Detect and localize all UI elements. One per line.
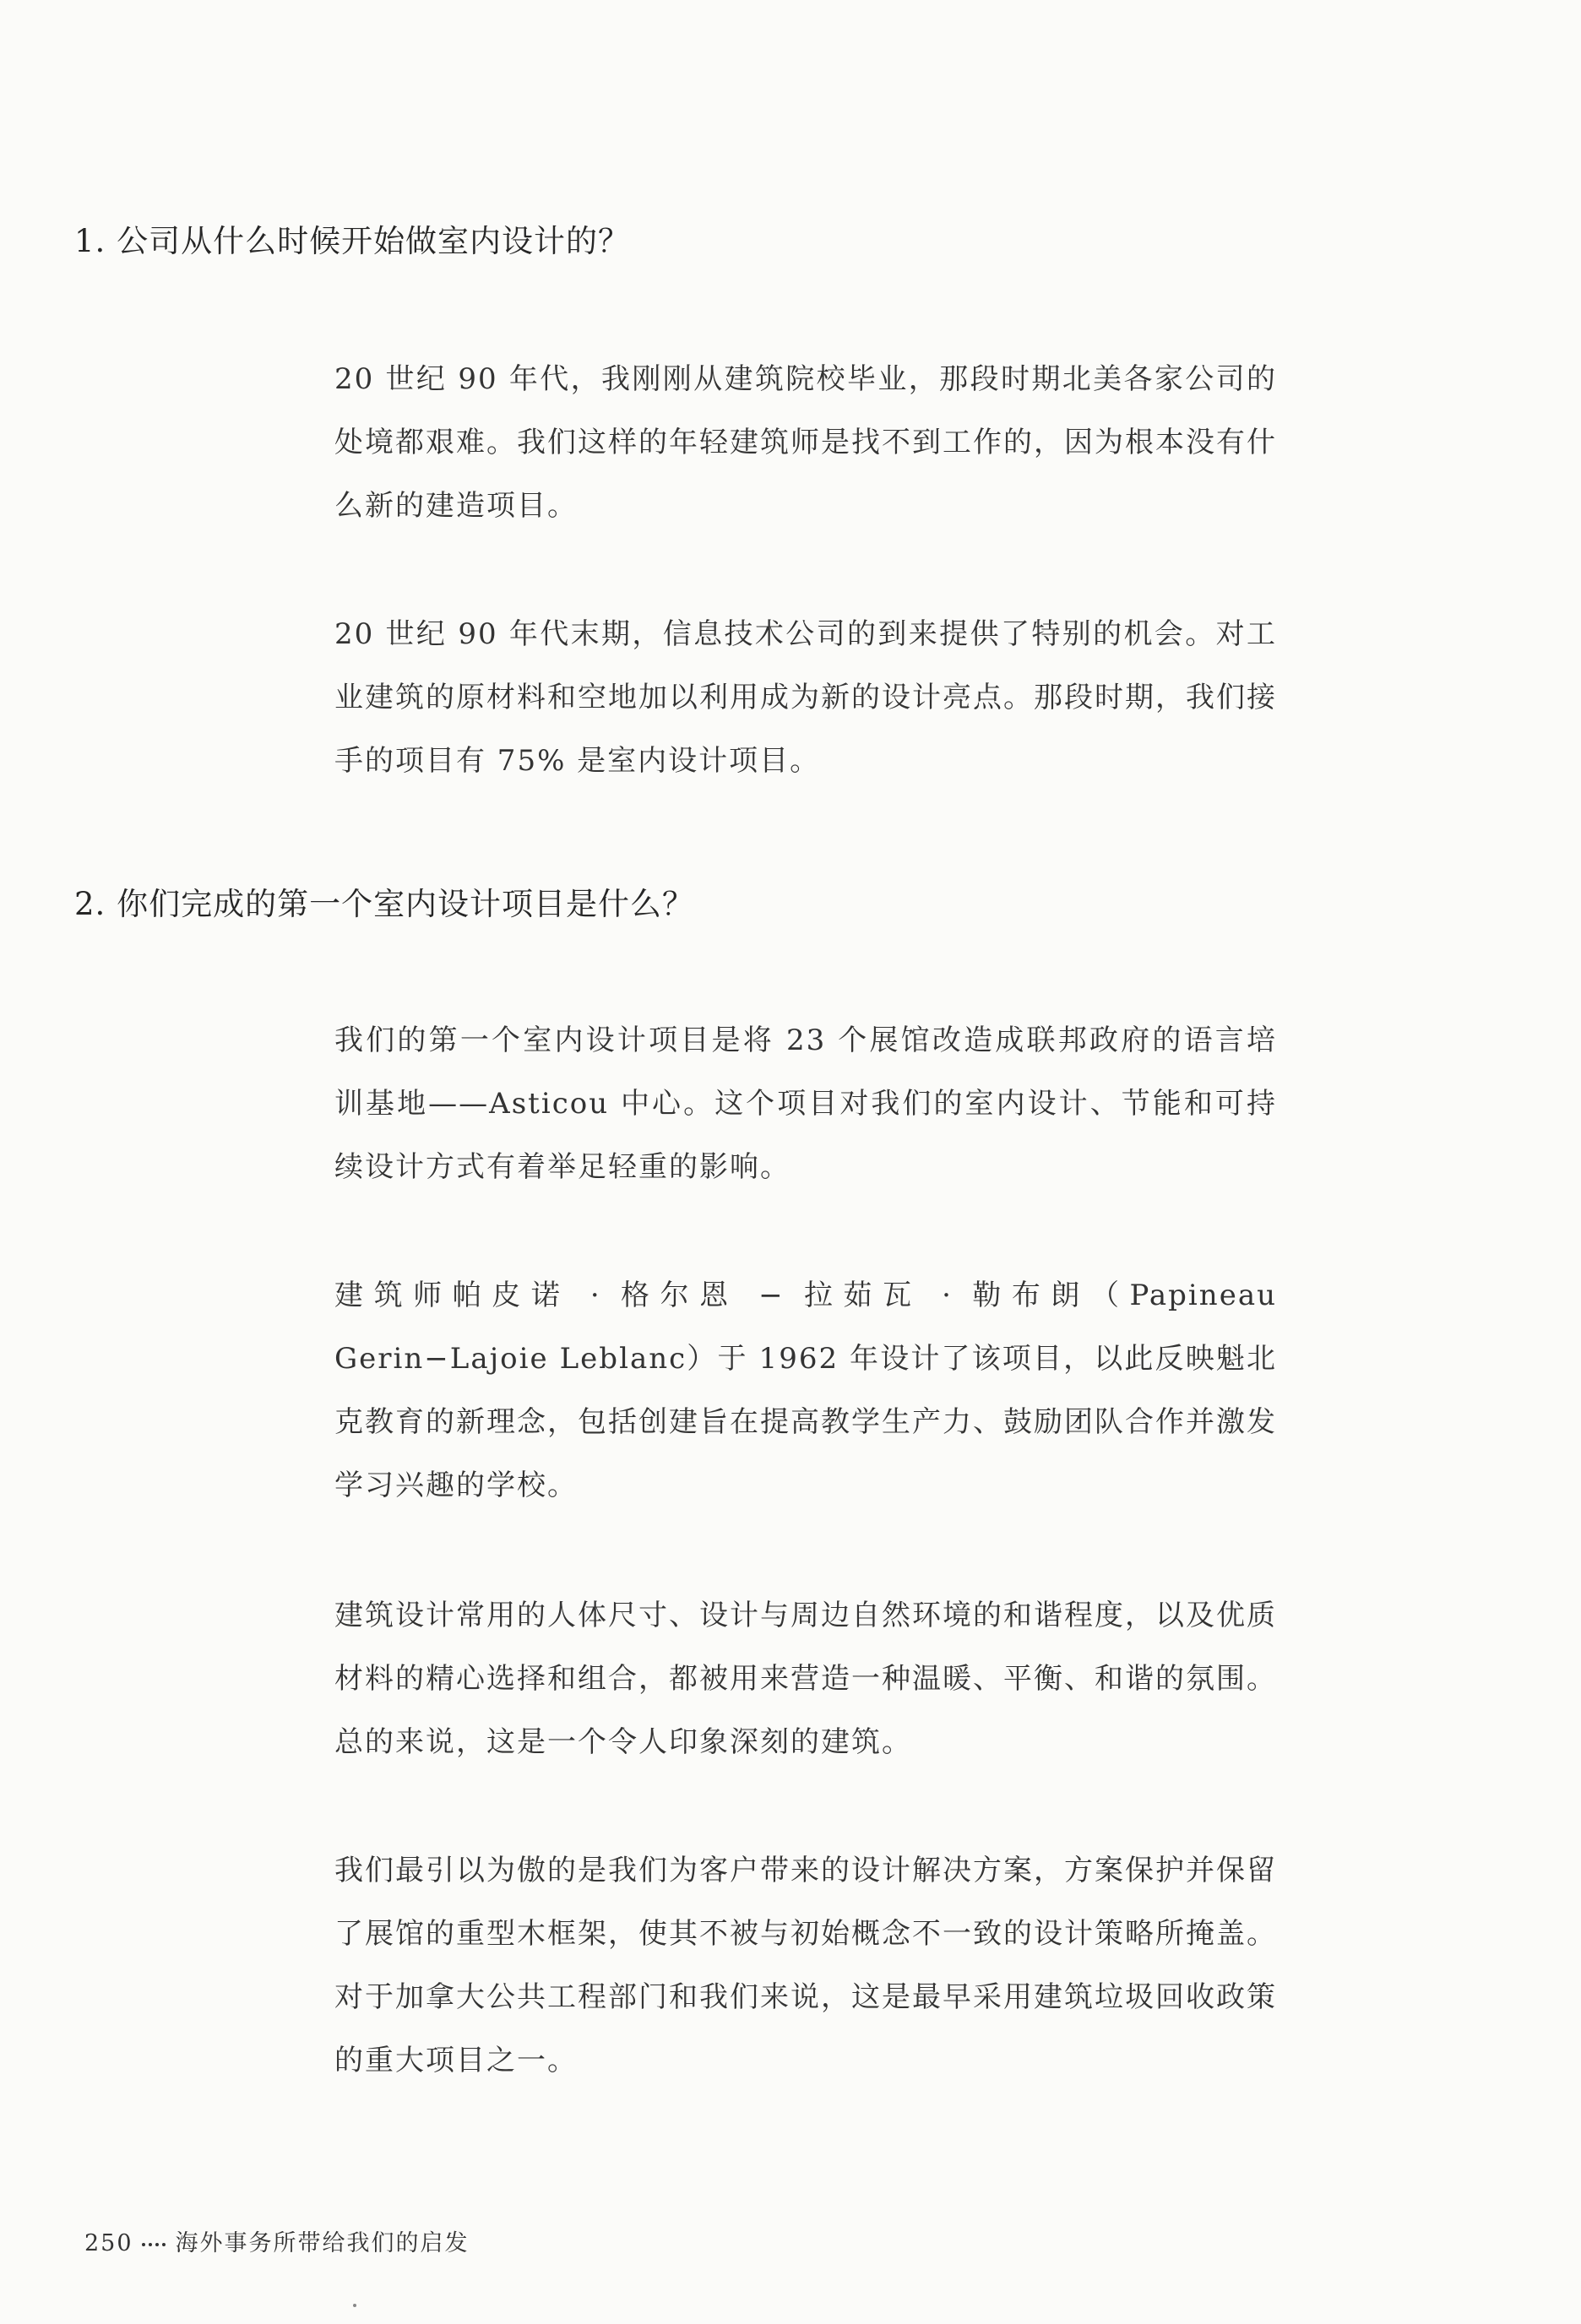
page-number: 250 [84, 2230, 133, 2256]
answer-paragraph: 20 世纪 90 年代末期，信息技术公司的到来提供了特别的机会。对工业建筑的原材料和空地加以利用成为新的设计亮点。那段时期，我们接手的项目有 75% 是室内设计项目。 [334, 617, 1277, 778]
page-footer [84, 2224, 470, 2257]
footer-separator [142, 2243, 166, 2246]
print-speck [353, 2304, 356, 2307]
question-heading-1: 1. 公司从什么时候开始做室内设计的？ [74, 223, 631, 259]
question-heading-2: 2. 你们完成的第一个室内设计项目是什么？ [74, 886, 695, 922]
answer-paragraph: 建筑师帕皮诺 · 格尔恩 − 拉茹瓦 · 勒布朗（Papineau Gerin−Lajoie Leblanc）于 1962 年设计了该项目，以此反映魁北克教育的新理念，包括创建旨在提高教学生产力、鼓励团队合作并激发学习兴趣的学校。 [334, 1279, 1277, 1502]
answer-paragraph: 建筑设计常用的人体尺寸、设计与周边自然环境的和谐程度，以及优质材料的精心选择和组合，都被用来营造一种温暖、平衡、和谐的氛围。总的来说，这是一个令人印象深刻的建筑。 [334, 1599, 1277, 1759]
answer-paragraph: 我们最引以为傲的是我们为客户带来的设计解决方案，方案保护并保留了展馆的重型木框架，使其不被与初始概念不一致的设计策略所掩盖。对于加拿大公共工程部门和我们来说，这是最早采用建筑垃圾回收政策的重大项目之一。 [334, 1854, 1277, 2077]
answer-paragraph: 我们的第一个室内设计项目是将 23 个展馆改造成联邦政府的语言培训基地——Asticou 中心。这个项目对我们的室内设计、节能和可持续设计方式有着举足轻重的影响。 [334, 1024, 1277, 1184]
answer-paragraph: 20 世纪 90 年代，我刚刚从建筑院校毕业，那段时期北美各家公司的处境都艰难。我们这样的年轻建筑师是找不到工作的，因为根本没有什么新的建造项目。 [334, 362, 1277, 523]
running-title: 海外事务所带给我们的启发 [175, 2230, 470, 2256]
